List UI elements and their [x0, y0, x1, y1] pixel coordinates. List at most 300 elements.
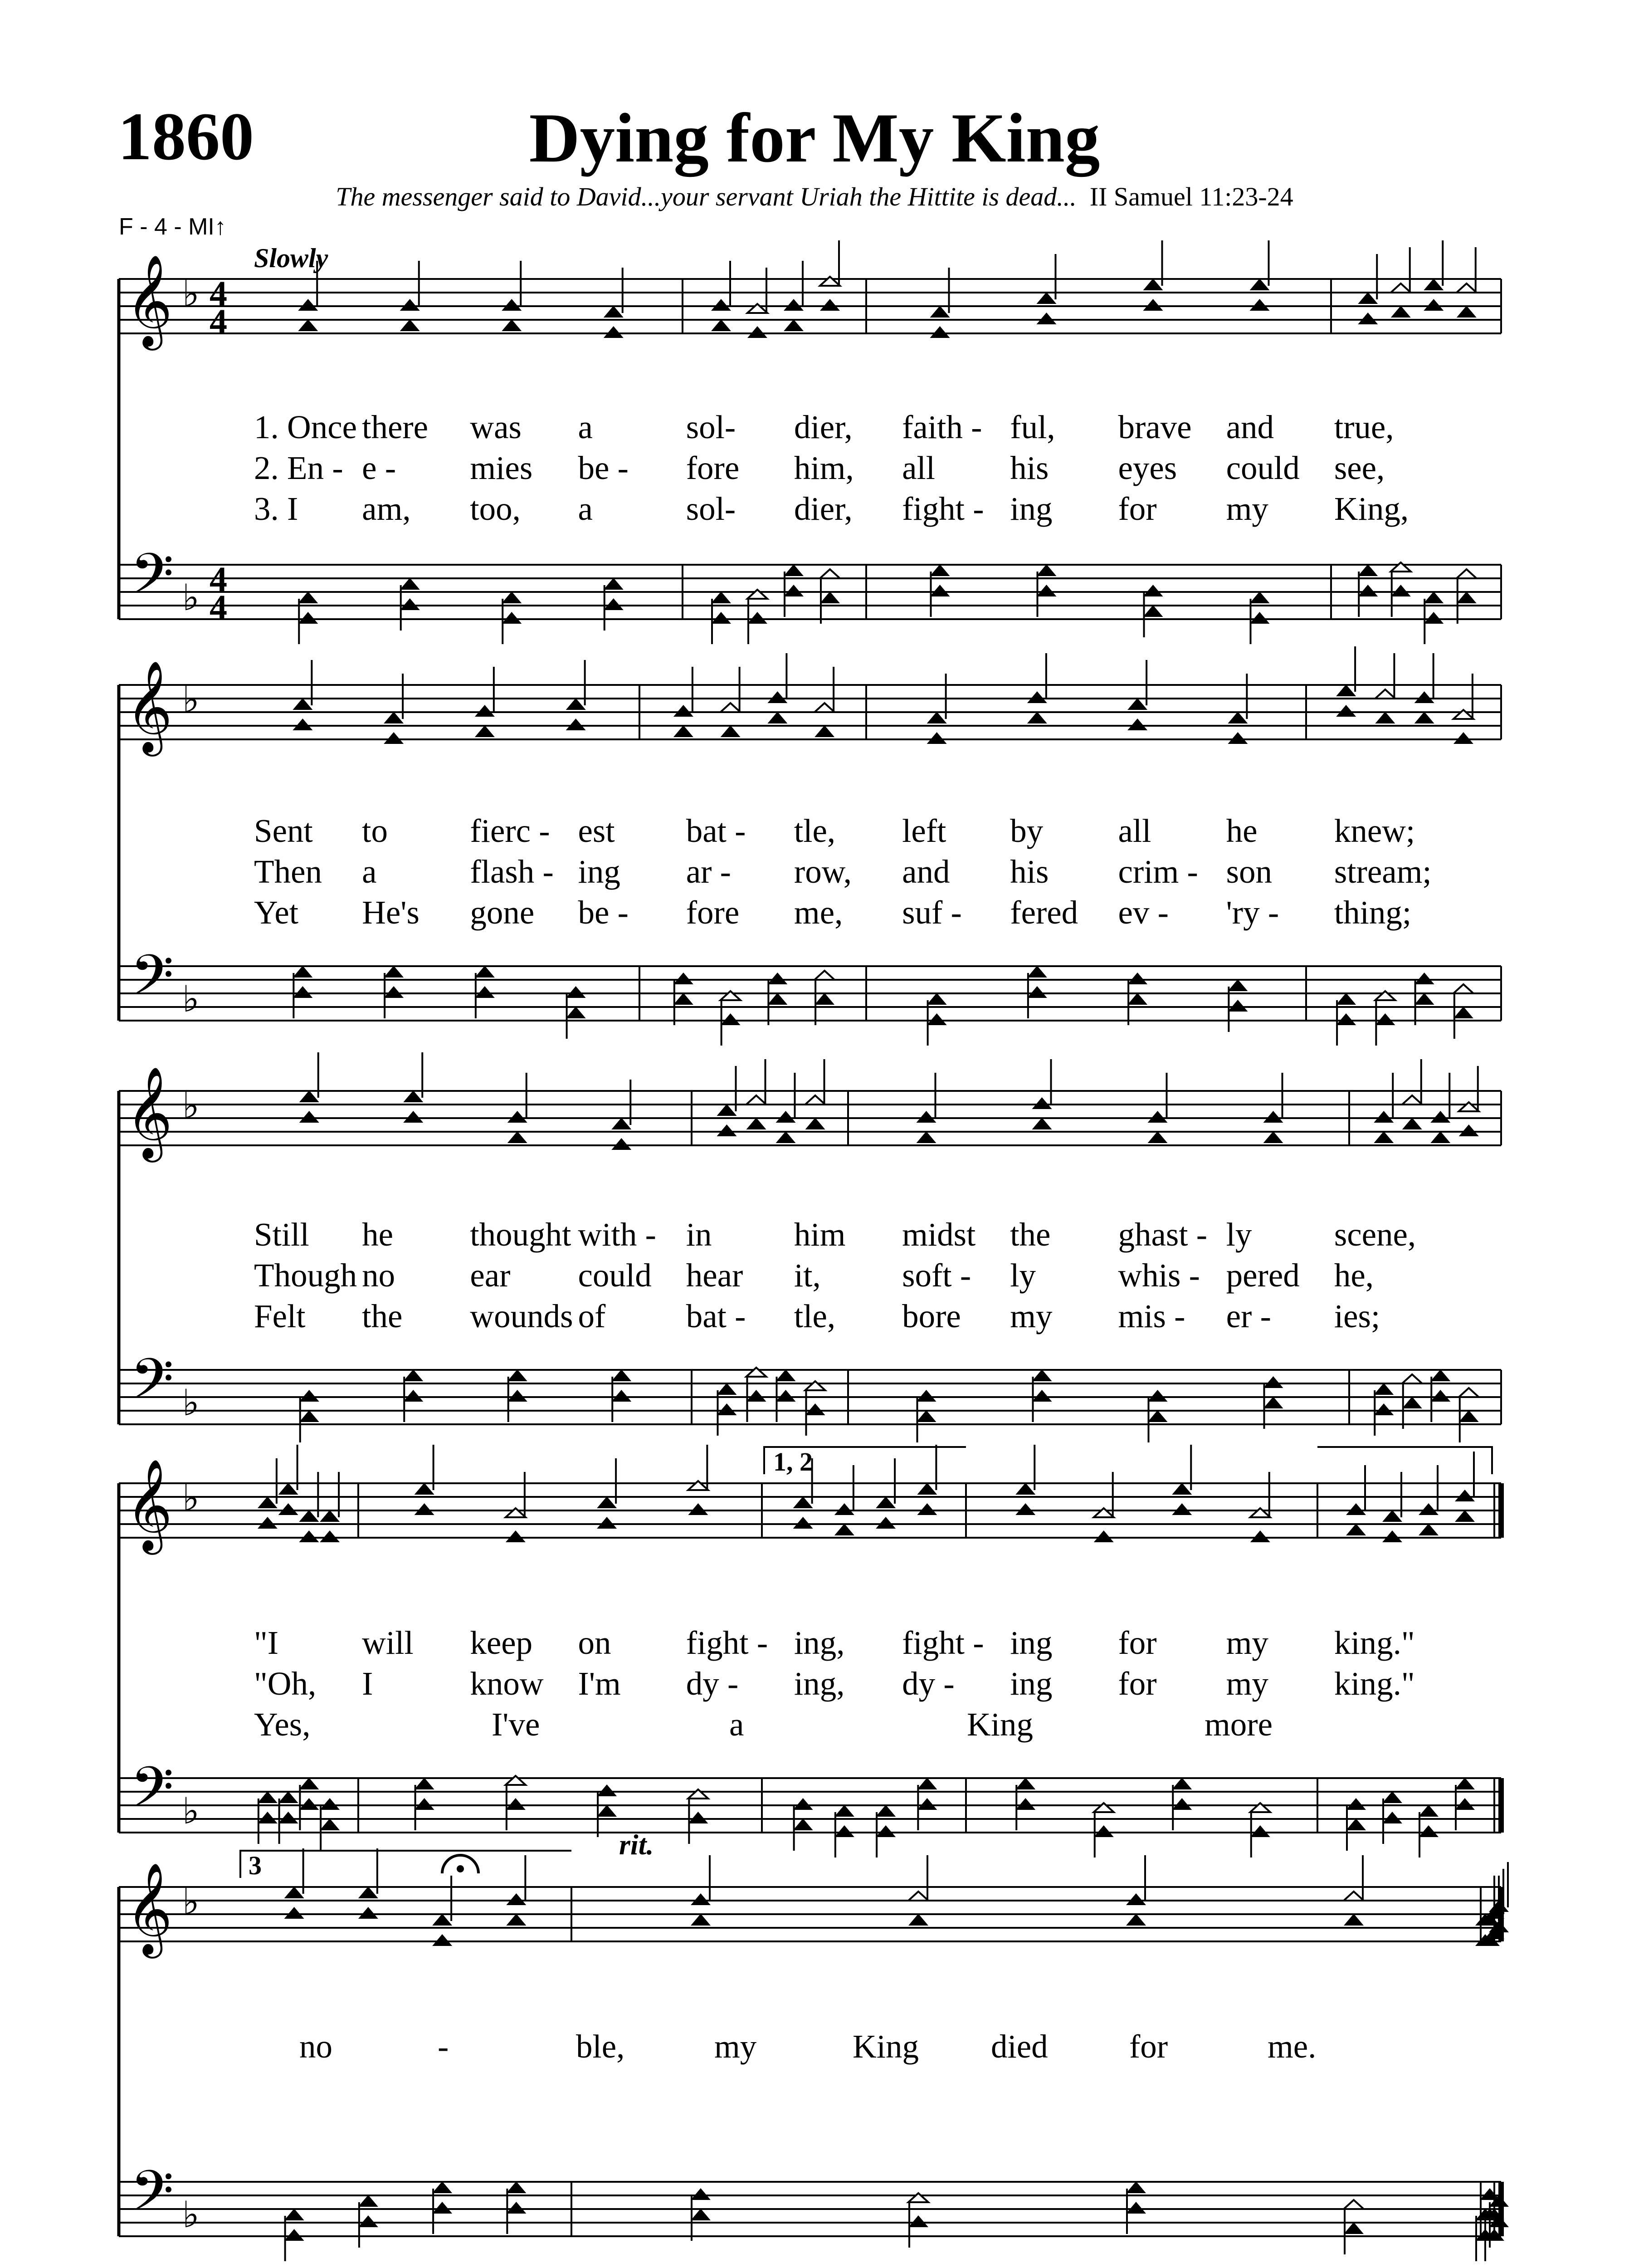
lyric-syllable: by: [1010, 812, 1044, 849]
lyric-syllable: my: [1226, 1624, 1268, 1661]
harmony-note-head: [1263, 1131, 1283, 1143]
lyric-syllable: on: [578, 1624, 611, 1661]
treble-clef-icon: 𝄞: [126, 1066, 173, 1158]
harmony-note-head: [746, 1390, 766, 1402]
lyric-line: [0, 1665, 1629, 1706]
harmony-note-head: [278, 1503, 298, 1515]
note-head: [876, 1496, 896, 1508]
lyric-syllable: suf -: [902, 894, 962, 931]
harmony-note-head: [506, 2202, 526, 2214]
lyric-syllable: my: [714, 2028, 757, 2065]
note-head: [1127, 698, 1147, 710]
lyric-line: [0, 449, 1629, 490]
note-head: [721, 703, 741, 712]
note-head: [1358, 564, 1378, 576]
note-head: [415, 1483, 434, 1495]
note-head: [611, 1118, 631, 1129]
note-head: [1414, 691, 1434, 703]
bass-clef-icon: 𝄢: [130, 943, 174, 1022]
note-head: [1375, 689, 1395, 699]
harmony-note-head: [1424, 612, 1444, 624]
lyric-syllable: ble,: [576, 2028, 625, 2065]
note-head: [597, 1496, 617, 1508]
note-head: [927, 712, 947, 723]
lyric-syllable: ies;: [1334, 1298, 1380, 1334]
volta-label-1-2: 1, 2: [773, 1447, 813, 1476]
lyric-syllable: no: [362, 1257, 395, 1294]
note-head: [400, 299, 420, 311]
lyric-syllable: more: [1205, 1706, 1273, 1743]
flat-icon: ♭: [182, 1881, 200, 1923]
lyric-syllable: dier,: [794, 490, 853, 527]
lyric-syllable: 1. Once: [254, 409, 357, 445]
note-head: [1172, 1483, 1192, 1495]
lyric-syllable: Still: [254, 1216, 309, 1253]
flat-icon: ♭: [182, 978, 200, 1020]
treble-clef-icon: 𝄞: [126, 660, 173, 753]
note-head: [1250, 279, 1270, 290]
fermata-dot: [457, 1865, 464, 1872]
note-head: [1457, 569, 1477, 578]
flat-icon: ♭: [182, 273, 200, 315]
harmony-note-head: [691, 2209, 711, 2220]
harmony-note-head: [1015, 1503, 1035, 1515]
lyric-syllable: ly: [1010, 1257, 1036, 1294]
note-head: [597, 1784, 617, 1796]
note-head: [930, 564, 950, 576]
note-head: [711, 591, 731, 603]
lyric-syllable: King: [853, 2028, 919, 2065]
lyric-syllable: died: [991, 2028, 1048, 2065]
note-head: [1143, 279, 1163, 290]
harmony-note-head: [258, 1517, 278, 1529]
harmony-note-head: [1455, 1510, 1475, 1522]
harmony-note-head: [1453, 1007, 1473, 1018]
harmony-note-head: [673, 993, 693, 1005]
harmony-note-head: [767, 993, 787, 1005]
lyric-syllable: there: [362, 409, 429, 445]
harmony-note-head: [917, 1131, 936, 1143]
note-head: [767, 691, 787, 703]
note-head: [293, 698, 312, 710]
harmony-note-head: [1032, 1118, 1052, 1129]
lyric-syllable: fierc -: [470, 812, 550, 849]
harmony-note-head: [721, 725, 741, 737]
flat-icon: ♭: [182, 2194, 200, 2236]
note-head: [320, 1510, 340, 1522]
harmony-note-head: [1336, 1013, 1356, 1025]
harmony-note-head: [298, 612, 318, 624]
harmony-note-head: [814, 725, 834, 737]
harmony-note-head: [1459, 1410, 1479, 1422]
note-head: [917, 1483, 937, 1495]
lyric-syllable: ing: [1010, 1665, 1053, 1702]
lyric-syllable: stream;: [1334, 853, 1432, 890]
note-head: [1336, 684, 1356, 696]
lyric-syllable: keep: [470, 1624, 533, 1661]
harmony-note-head: [1250, 299, 1270, 311]
harmony-note-head: [805, 1403, 825, 1415]
harmony-note-head: [784, 585, 804, 596]
harmony-note-head: [721, 1013, 741, 1025]
key-signature-label: F - 4 - MI↑: [119, 214, 226, 240]
harmony-note-head: [415, 1798, 434, 1810]
note-head: [358, 1887, 378, 1898]
note-head: [358, 2195, 378, 2207]
note-head: [908, 1892, 928, 1901]
note-head: [1402, 1374, 1422, 1383]
note-head: [927, 993, 947, 1005]
harmony-note-head: [1375, 712, 1395, 723]
note-head: [793, 1496, 813, 1508]
lyric-syllable: mies: [470, 450, 533, 486]
note-head: [711, 299, 731, 311]
volta-label-3: 3: [249, 1851, 262, 1880]
lyric-line: [0, 2028, 1629, 2068]
lyric-syllable: soft -: [902, 1257, 971, 1294]
lyric-syllable: King,: [1334, 490, 1409, 527]
harmony-note-head: [1263, 1397, 1283, 1408]
lyric-syllable: fight -: [686, 1624, 768, 1661]
lyric-syllable: his: [1010, 853, 1049, 890]
lyric-syllable: ing,: [794, 1665, 845, 1702]
note-head: [1344, 1892, 1364, 1901]
lyric-syllable: king.": [1334, 1624, 1415, 1661]
note-head: [432, 2181, 452, 2193]
note-head: [1402, 1095, 1422, 1105]
harmony-note-head: [1037, 585, 1057, 596]
note-head: [793, 1798, 813, 1810]
harmony-note-head: [746, 1118, 766, 1129]
scripture-quote: The messenger said to David...your servant Uriah the Hittite is dead...: [336, 182, 1077, 211]
note-head: [691, 2188, 711, 2200]
harmony-note-head: [1250, 1530, 1270, 1542]
tempo-marking: Slowly: [254, 243, 328, 273]
lyric-syllable: him: [794, 1216, 846, 1253]
note-head: [1459, 1388, 1479, 1397]
lyric-syllable: tle,: [794, 1298, 836, 1334]
lyric-syllable: bat -: [686, 1298, 746, 1334]
lyric-syllable: Yes,: [254, 1706, 311, 1743]
lyric-syllable: could: [1226, 450, 1300, 486]
harmony-note-head: [930, 326, 950, 338]
note-head: [284, 1887, 304, 1898]
harmony-note-head: [284, 1907, 304, 1919]
note-head: [776, 1369, 796, 1381]
harmony-note-head: [1094, 1530, 1114, 1542]
lyric-syllable: midst: [902, 1216, 976, 1253]
harmony-note-head: [432, 2202, 452, 2214]
harmony-note-head: [711, 612, 731, 624]
note-head: [917, 1111, 936, 1123]
harmony-note-head: [876, 1825, 896, 1837]
note-head: [917, 1390, 936, 1402]
note-head: [384, 966, 404, 978]
note-head: [1015, 1778, 1035, 1789]
harmony-note-head: [1032, 1390, 1052, 1402]
note-head: [1382, 1791, 1402, 1803]
lyric-syllable: est: [578, 812, 615, 849]
harmony-note-head: [1228, 1000, 1248, 1012]
note-head: [400, 578, 420, 590]
lyric-syllable: faith -: [902, 409, 982, 445]
harmony-note-head: [597, 1517, 617, 1529]
harmony-note-head: [507, 1131, 527, 1143]
lyric-syllable: all: [902, 450, 936, 486]
harmony-note-head: [1346, 1818, 1366, 1830]
lyric-syllable: crim -: [1118, 853, 1198, 890]
note-head: [1419, 1805, 1439, 1817]
harmony-note-head: [814, 993, 834, 1005]
lyric-syllable: be -: [578, 894, 629, 931]
note-head: [814, 703, 834, 712]
lyric-syllable: no: [299, 2028, 332, 2065]
note-head: [475, 705, 495, 717]
lyric-syllable: -: [438, 2028, 449, 2065]
harmony-note-head: [604, 326, 624, 338]
note-head: [415, 1778, 434, 1789]
harmony-note-head: [688, 1812, 708, 1823]
harmony-note-head: [1094, 1825, 1114, 1837]
harmony-note-head: [776, 1131, 796, 1143]
note-head: [1250, 591, 1270, 603]
note-head: [1346, 1503, 1366, 1515]
lyric-syllable: fered: [1010, 894, 1078, 931]
harmony-note-head: [1382, 1812, 1402, 1823]
note-head: [930, 306, 950, 318]
lyric-syllable: ful,: [1010, 409, 1055, 445]
note-head: [784, 299, 804, 311]
harmony-note-head: [1430, 1390, 1450, 1402]
lyric-syllable: ing: [1010, 490, 1053, 527]
lyric-line: [0, 894, 1629, 934]
harmony-note-head: [384, 986, 404, 998]
note-head: [298, 299, 318, 311]
harmony-note-head: [908, 1914, 928, 1926]
harmony-note-head: [711, 319, 731, 331]
note-head: [258, 1496, 278, 1508]
harmony-note-head: [930, 585, 950, 596]
note-head: [1148, 1390, 1168, 1402]
harmony-note-head: [597, 1805, 617, 1817]
lyric-syllable: "Oh,: [254, 1665, 317, 1702]
harmony-note-head: [717, 1403, 737, 1415]
note-head: [506, 2181, 526, 2193]
note-head: [1032, 1097, 1052, 1109]
note-head: [673, 705, 693, 717]
time-signature-bottom: 4: [210, 587, 227, 627]
lyric-syllable: Sent: [254, 812, 313, 849]
ritardando-marking: rit.: [619, 1828, 654, 1861]
lyric-syllable: wounds: [470, 1298, 573, 1334]
lyric-syllable: dier,: [794, 409, 853, 445]
harmony-note-head: [502, 319, 522, 331]
harmony-note-head: [1455, 1798, 1475, 1810]
harmony-note-head: [717, 1124, 737, 1136]
harmony-note-head: [1344, 1914, 1364, 1926]
harmony-note-head: [747, 326, 767, 338]
note-head: [820, 569, 840, 578]
lyric-syllable: my: [1226, 490, 1268, 527]
note-head: [566, 986, 586, 998]
note-head: [746, 1095, 766, 1105]
lyric-line: [0, 1297, 1629, 1338]
lyric-syllable: for: [1118, 1665, 1157, 1702]
lyric-syllable: for: [1118, 1624, 1157, 1661]
bass-clef-icon: 𝄢: [130, 542, 174, 621]
lyric-syllable: and: [902, 853, 950, 890]
hymn-number: 1860: [118, 99, 254, 174]
note-head: [299, 1778, 319, 1789]
lyric-syllable: ear: [470, 1257, 511, 1294]
note-head: [475, 966, 495, 978]
lyric-syllable: he: [1226, 812, 1258, 849]
harmony-note-head: [767, 712, 787, 723]
harmony-note-head: [1358, 313, 1378, 324]
note-head: [834, 1503, 854, 1515]
harmony-note-head: [506, 1530, 526, 1542]
lyric-syllable: am,: [362, 490, 411, 527]
note-head: [1015, 1483, 1035, 1495]
lyric-line: [0, 1216, 1629, 1256]
lyric-syllable: er -: [1226, 1298, 1271, 1334]
harmony-note-head: [1172, 1798, 1192, 1810]
harmony-note-head: [611, 1390, 631, 1402]
harmony-note-head: [908, 2215, 928, 2227]
harmony-note-head: [917, 1798, 937, 1810]
lyric-syllable: Felt: [254, 1298, 306, 1334]
lyric-syllable: bore: [902, 1298, 961, 1334]
harmony-note-head: [1228, 732, 1248, 744]
harmony-note-head: [673, 725, 693, 737]
lyric-syllable: whis -: [1118, 1257, 1200, 1294]
note-head: [805, 1095, 825, 1105]
harmony-note-head: [1391, 306, 1411, 318]
lyric-line: [0, 1624, 1629, 1665]
harmony-note-head: [566, 1007, 586, 1018]
note-head: [917, 1778, 937, 1789]
lyric-syllable: gone: [470, 894, 535, 931]
note-head: [1148, 1111, 1168, 1123]
harmony-note-head: [506, 1798, 526, 1810]
flat-icon: ♭: [182, 1477, 200, 1519]
harmony-note-head: [293, 986, 312, 998]
note-head: [1455, 1490, 1475, 1501]
harmony-note-head: [299, 1530, 319, 1542]
lyric-syllable: see,: [1334, 450, 1385, 486]
lyric-syllable: for: [1118, 490, 1157, 527]
lyric-syllable: ar -: [686, 853, 731, 890]
treble-clef-icon: 𝄞: [126, 254, 173, 347]
lyric-syllable: my: [1226, 1665, 1268, 1702]
note-head: [1453, 984, 1473, 993]
lyric-syllable: will: [362, 1624, 414, 1661]
note-head: [767, 973, 787, 984]
harmony-note-head: [1457, 591, 1477, 603]
note-head: [384, 712, 404, 723]
lyric-syllable: true,: [1334, 409, 1394, 445]
harmony-note-head: [415, 1503, 434, 1515]
lyric-syllable: ing,: [794, 1624, 845, 1661]
note-head: [320, 1798, 340, 1810]
lyric-line: [0, 853, 1629, 894]
note-head: [1455, 1778, 1475, 1789]
lyric-syllable: he,: [1334, 1257, 1374, 1294]
note-head: [604, 578, 624, 590]
note-head: [611, 1369, 631, 1381]
harmony-note-head: [400, 598, 420, 610]
lyric-syllable: 3. I: [254, 490, 298, 527]
note-head: [506, 1893, 526, 1905]
note-head: [299, 1390, 319, 1402]
lyric-syllable: thing;: [1334, 894, 1412, 931]
harmony-note-head: [1459, 1124, 1479, 1136]
lyric-syllable: was: [470, 409, 522, 445]
lyric-line: [0, 1706, 1629, 1746]
harmony-note-head: [793, 1517, 813, 1529]
note-head: [814, 971, 834, 980]
harmony-note-head: [1172, 1503, 1192, 1515]
note-head: [1344, 2200, 1364, 2209]
note-head: [1374, 1111, 1394, 1123]
lyric-syllable: I: [362, 1665, 373, 1702]
harmony-note-head: [403, 1111, 423, 1123]
flat-icon: ♭: [182, 577, 200, 619]
time-signature-bottom: 4: [210, 302, 227, 341]
lyric-syllable: to: [362, 812, 388, 849]
note-head: [776, 1111, 796, 1123]
harmony-note-head: [805, 1118, 825, 1129]
lyric-line: [0, 812, 1629, 853]
lyric-syllable: king.": [1334, 1665, 1415, 1702]
note-head: [1336, 993, 1356, 1005]
lyric-syllable: "I: [254, 1624, 279, 1661]
note-head: [298, 591, 318, 603]
scripture-reference: II Samuel 11:23-24: [1089, 182, 1293, 211]
note-head: [784, 564, 804, 576]
harmony-note-head: [1419, 1524, 1439, 1535]
lyric-syllable: scene,: [1334, 1216, 1416, 1253]
harmony-note-head: [927, 1013, 947, 1025]
flat-icon: ♭: [182, 679, 200, 721]
harmony-note-head: [507, 1390, 527, 1402]
note-head: [299, 1510, 319, 1522]
harmony-note-head: [298, 319, 318, 331]
note-head: [1037, 292, 1057, 304]
lyric-syllable: fore: [686, 450, 740, 486]
note-head: [284, 2209, 304, 2220]
lyric-syllable: dy -: [686, 1665, 739, 1702]
note-head: [1263, 1376, 1283, 1388]
harmony-note-head: [1382, 1530, 1402, 1542]
lyric-syllable: tle,: [794, 812, 836, 849]
harmony-note-head: [1143, 605, 1163, 617]
volta-bracket-3: [1317, 1447, 1492, 1474]
note-head: [432, 1914, 452, 1926]
note-head: [691, 1893, 711, 1905]
harmony-note-head: [1402, 1118, 1422, 1129]
note-head: [1346, 1798, 1366, 1810]
lyric-syllable: and: [1226, 409, 1274, 445]
lyric-syllable: left: [902, 812, 946, 849]
flat-icon: ♭: [182, 1382, 200, 1424]
harmony-note-head: [1344, 2222, 1364, 2234]
harmony-note-head: [384, 732, 404, 744]
harmony-note-head: [917, 1503, 937, 1515]
note-head: [502, 591, 522, 603]
note-head: [403, 1090, 423, 1102]
harmony-note-head: [1015, 1798, 1035, 1810]
